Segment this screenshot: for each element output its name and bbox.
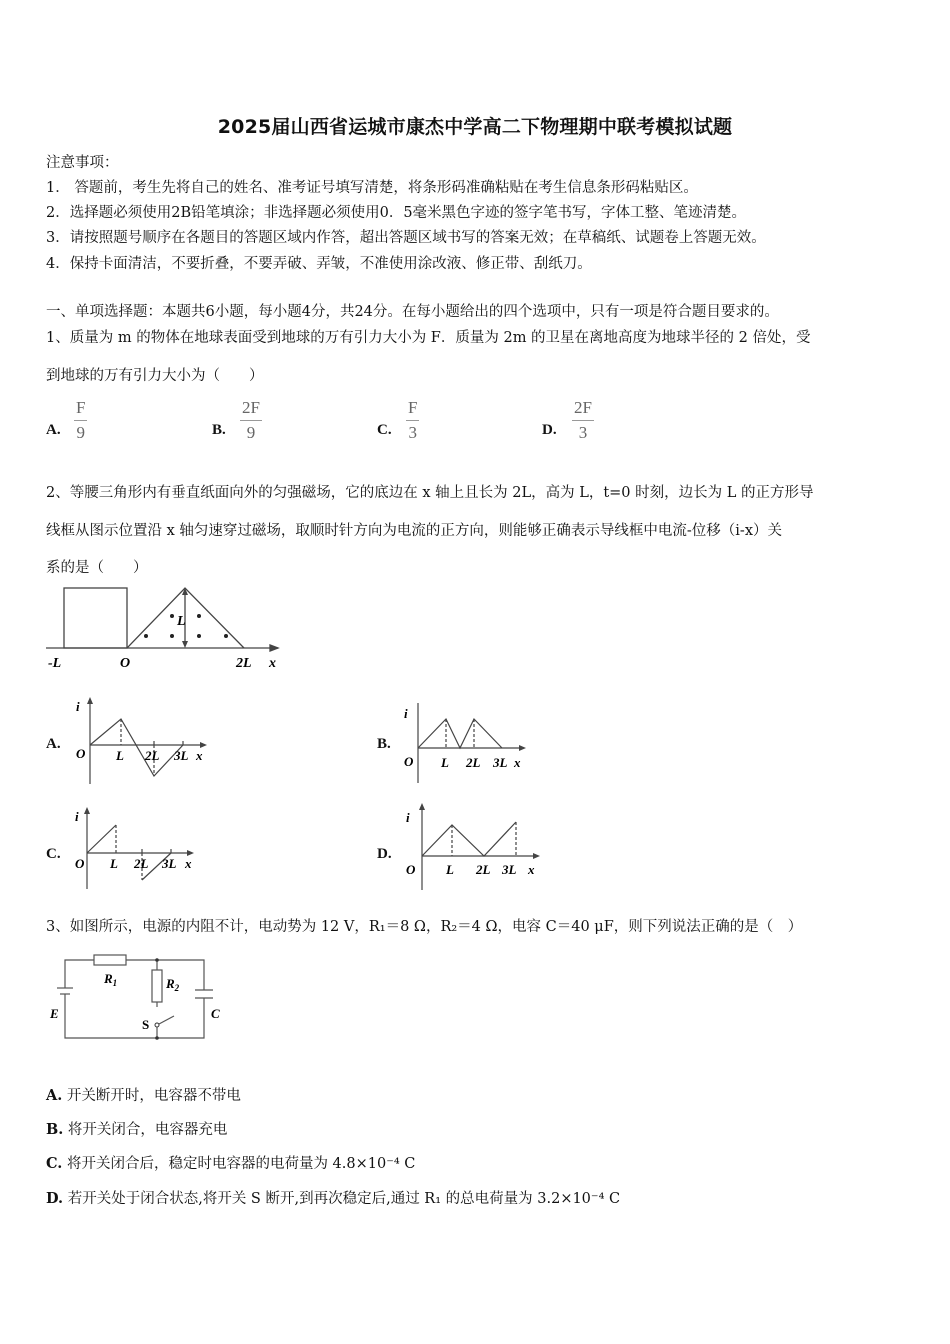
numerator: F	[406, 398, 419, 421]
option-label: A.	[46, 1087, 63, 1104]
page-title: 2025届山西省运城市康杰中学高二下物理期中联考模拟试题	[217, 116, 733, 138]
q1-option-b-label[interactable]: B.	[212, 422, 226, 438]
label-2L: 2L	[236, 656, 252, 671]
axis-y-label: i	[75, 809, 79, 824]
r1-subscript: 1	[112, 978, 118, 988]
q3-option-a[interactable]	[46, 1084, 241, 1105]
capacitor-label: C	[211, 1006, 220, 1021]
axis-x-label: x	[185, 856, 192, 871]
option-text: 若开关处于闭合状态,将开关 S 断开,到再次稳定后,通过 R₁ 的总电荷量为 3.2×10⁻⁴ C	[67, 1191, 621, 1207]
q2-option-b-graph	[400, 700, 540, 785]
q2-stem-line1: 2、等腰三角形内有垂直纸面向外的匀强磁场，它的底边在 x 轴上且长为 2L，高为 L，t=0 时刻，边长为 L 的正方形导	[46, 485, 814, 501]
numerator: 2F	[240, 398, 262, 421]
notice-item-3: 3．请按照题号顺序在各题目的答题区域内作答，超出答题区域书写的答案无效；在草稿纸、试题卷上答题无效。	[46, 230, 766, 246]
tick-3L: 3L	[162, 856, 177, 871]
q1-option-d-label[interactable]: D.	[542, 422, 557, 438]
q3-option-c[interactable]	[46, 1152, 415, 1173]
origin-label: O	[404, 754, 414, 769]
origin-label: O	[406, 862, 416, 877]
origin-label: O	[76, 746, 86, 761]
label-x: x	[269, 656, 276, 671]
option-text: 开关断开时，电容器不带电	[66, 1088, 241, 1104]
option-label: B.	[46, 1121, 64, 1138]
option-label: D.	[46, 1190, 64, 1207]
q2-option-c-label[interactable]: C.	[46, 846, 61, 862]
q3-circuit-diagram	[46, 950, 226, 1045]
q1-option-b-fraction	[240, 398, 262, 443]
tick-L: L	[441, 755, 449, 770]
q2-stem-line2: 线框从图示位置沿 x 轴匀速穿过磁场，取顺时针方向为电流的正方向，则能够正确表示导线框中电流-位移（i-x）关	[46, 523, 783, 539]
q3-stem: 3、如图所示，电源的内阻不计，电动势为 12 V，R₁＝8 Ω，R₂＝4 Ω，电容 C＝40 μF，则下列说法正确的是（ ）	[46, 919, 803, 935]
q1-option-c-label[interactable]: C.	[377, 422, 392, 438]
notice-item-1: 1． 答题前，考生先将自己的姓名、准考证号填写清楚，将条形码准确粘贴在考生信息条形码粘贴区。	[46, 180, 698, 196]
label-height-L: L	[177, 614, 186, 629]
tick-3L: 3L	[502, 862, 517, 877]
tick-3L: 3L	[493, 755, 508, 770]
axis-y-label: i	[404, 706, 408, 721]
q1-option-c-fraction	[406, 398, 419, 443]
numerator: F	[74, 398, 87, 421]
tick-2L: 2L	[145, 748, 160, 763]
r2-label: R	[166, 976, 175, 991]
denominator: 9	[246, 423, 256, 442]
denominator: 3	[578, 423, 588, 442]
switch-label: S	[142, 1017, 150, 1032]
section-heading: 一、单项选择题：本题共6小题，每小题4分，共24分。在每小题给出的四个选项中，只有一项是符合题目要求的。	[46, 304, 779, 320]
option-text: 将开关闭合，电容器充电	[67, 1122, 228, 1138]
origin-label: O	[75, 856, 85, 871]
r1-label: R	[104, 971, 113, 986]
option-text: 将开关闭合后，稳定时电容器的电荷量为 4.8×10⁻⁴ C	[66, 1156, 416, 1172]
tick-L: L	[110, 856, 118, 871]
axis-y-label: i	[76, 699, 80, 714]
tick-2L: 2L	[476, 862, 491, 877]
tick-2L: 2L	[466, 755, 481, 770]
denominator: 9	[76, 423, 85, 442]
label-origin: O	[120, 656, 131, 671]
q2-option-b-label[interactable]: B.	[377, 736, 391, 752]
axis-x-label: x	[514, 755, 521, 770]
tick-2L: 2L	[134, 856, 149, 871]
axis-x-label: x	[528, 862, 535, 877]
r2-subscript: 2	[174, 983, 180, 993]
svg-text:R2	[165, 976, 180, 993]
q3-option-d[interactable]	[46, 1187, 620, 1208]
q2-field-diagram	[46, 585, 286, 675]
notice-heading: 注意事项：	[46, 155, 119, 171]
q1-stem-line2: 到地球的万有引力大小为（ ）	[46, 368, 264, 384]
q1-option-a-fraction	[74, 398, 87, 443]
label-minus-L: -L	[48, 656, 62, 671]
tick-L: L	[446, 862, 454, 877]
q2-option-d-graph	[400, 802, 550, 892]
axis-y-label: i	[406, 810, 410, 825]
q2-option-a-graph	[72, 696, 212, 786]
tick-3L: 3L	[174, 748, 189, 763]
svg-text:R1	[103, 971, 117, 988]
notice-item-4: 4．保持卡面清洁，不要折叠，不要弄破、弄皱，不准使用涂改液、修正带、刮纸刀。	[46, 256, 592, 272]
q3-option-b[interactable]	[46, 1118, 227, 1139]
emf-label: E	[50, 1006, 59, 1021]
q2-option-a-label[interactable]: A.	[46, 736, 61, 752]
notice-item-2: 2．选择题必须使用2B铅笔填涂；非选择题必须使用0．5毫米黑色字迹的签字笔书写，字体工整、笔迹清楚。	[46, 205, 747, 221]
q2-stem-line3: 系的是（ ）	[46, 560, 148, 576]
numerator: 2F	[572, 398, 594, 421]
q1-option-a-label[interactable]: A.	[46, 422, 61, 438]
q1-option-d-fraction	[572, 398, 594, 443]
axis-x-label: x	[196, 748, 203, 763]
denominator: 3	[408, 423, 417, 442]
q2-option-c-graph	[72, 806, 202, 891]
q1-stem-line1: 1、质量为 m 的物体在地球表面受到地球的万有引力大小为 F．质量为 2m 的卫星在离地高度为地球半径的 2 倍处，受	[46, 330, 811, 346]
q2-option-d-label[interactable]: D.	[377, 846, 392, 862]
tick-L: L	[116, 748, 124, 763]
option-label: C.	[46, 1155, 63, 1172]
